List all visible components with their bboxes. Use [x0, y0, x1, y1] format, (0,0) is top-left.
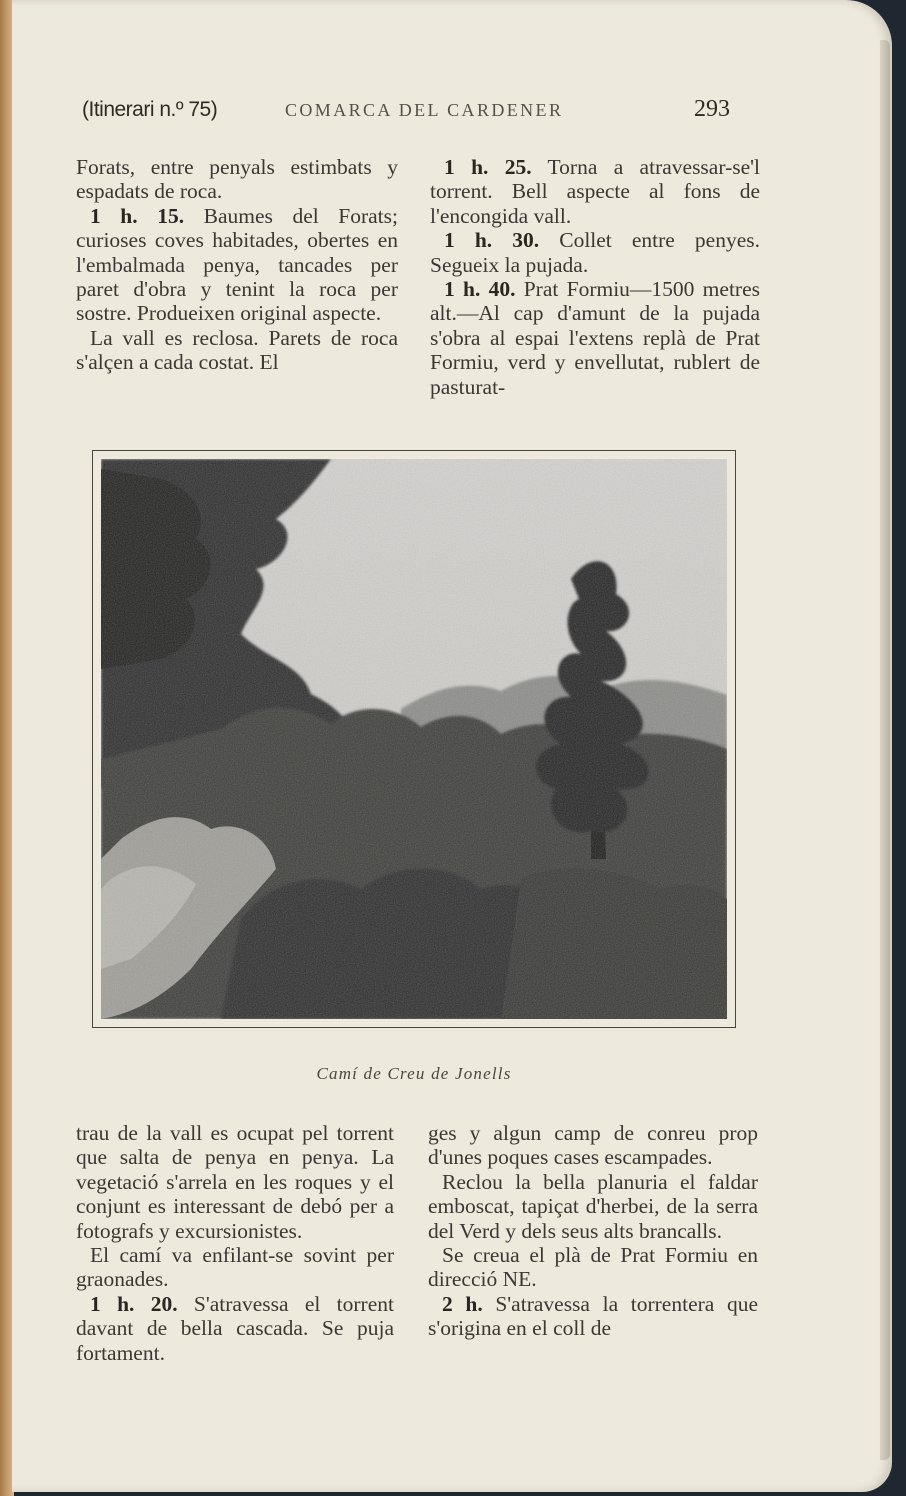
paragraph	[76, 1292, 394, 1365]
paragraph-text: S'atravessa la torrentera que s'origina en el coll de	[428, 1291, 758, 1341]
itinerary-reference: (Itinerari n.º 75)	[82, 98, 218, 121]
paragraph	[430, 228, 760, 277]
paragraph: El camí va enfilant-se sovint per graonades.	[76, 1243, 394, 1292]
forest-valley-photo	[101, 459, 727, 1019]
running-title: COMARCA DEL CARDENER	[285, 100, 564, 120]
text-column-top-left	[76, 155, 398, 375]
text-column-bottom-left	[76, 1121, 394, 1365]
paragraph: ges y algun camp de conreu prop d'unes poques cases escampades.	[428, 1121, 758, 1170]
landscape-photograph	[92, 450, 736, 1028]
paragraph: Reclou la bella planuria el faldar emboscat, tapiçat d'herbei, de la serra del Verd y dels seus alts brancalls.	[428, 1169, 758, 1243]
page-fore-edge	[880, 40, 890, 1460]
time-marker: 1 h. 40.	[444, 277, 516, 302]
paragraph: Forats, entre penyals estimbats y espadats de roca.	[76, 155, 398, 204]
paragraph-text: Collet entre penyes. Segueix la pujada.	[430, 228, 760, 277]
paragraph: La vall es reclosa. Parets de roca s'alçen a cada costat. El	[76, 325, 398, 375]
paragraph-text: Torna a atravessar-se'l torrent. Bell aspecte al fons de l'encongida vall.	[430, 155, 760, 228]
time-marker: 1 h. 30.	[444, 228, 540, 253]
time-marker: 2 h.	[442, 1291, 483, 1316]
paragraph-text: Prat Formiu—1500 metres alt.—Al cap d'amunt de la pujada s'obra al espai l'extens replà de Prat Formiu, verd y envellutat, rublert de pasturat-	[430, 277, 760, 399]
paragraph	[430, 277, 760, 399]
paragraph-text: Baumes del Forats; curioses coves habitades, obertes en l'embalmada penya, tancades per paret d'obra y tenint la roca per sostre. Produeixen original aspecte.	[76, 203, 398, 326]
paragraph: Se creua el plà de Prat Formiu en direcció NE.	[428, 1243, 758, 1292]
time-marker: 1 h. 25.	[444, 155, 532, 179]
text-column-top-right	[430, 155, 760, 399]
time-marker: 1 h. 20.	[90, 1291, 178, 1316]
paragraph: trau de la vall es ocupat pel torrent que salta de penya en penya. La vegetació s'arrela en les roques y el conjunt es interessant de debó per a fotografs y excursionistes.	[76, 1121, 394, 1243]
time-marker: 1 h. 15.	[90, 203, 185, 228]
running-header	[82, 96, 730, 130]
paragraph-text: S'atravessa el torrent davant de bella cascada. Se puja fortament.	[76, 1291, 394, 1365]
photo-caption: Camí de Creu de Jonells	[316, 1064, 512, 1083]
page-number: 293	[694, 96, 730, 122]
paragraph	[76, 204, 398, 326]
text-column-bottom-right	[428, 1121, 758, 1341]
paragraph	[428, 1292, 758, 1341]
paragraph	[430, 155, 760, 228]
